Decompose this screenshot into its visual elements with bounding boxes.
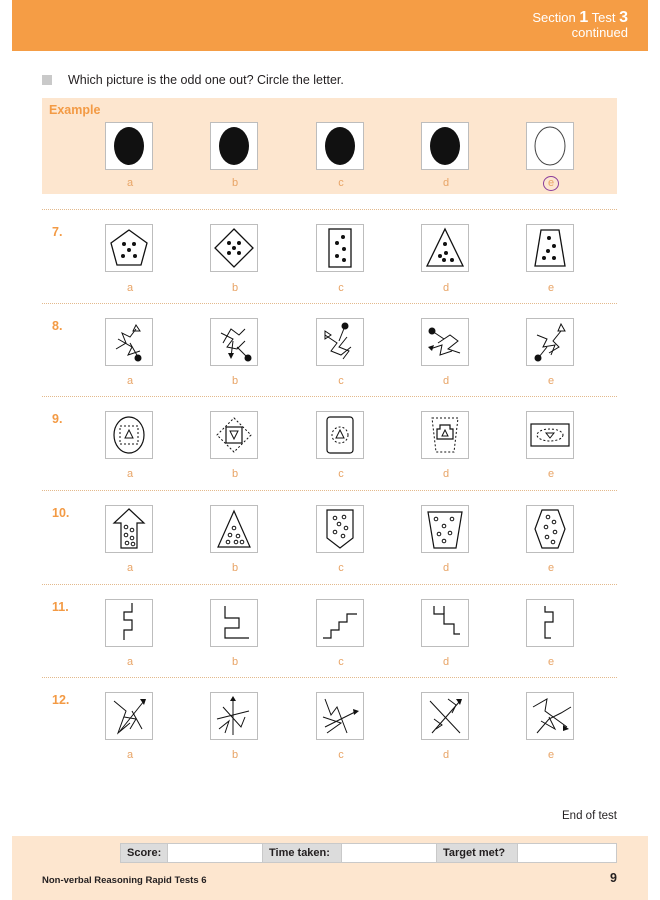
step-line-icon: [211, 600, 257, 646]
q7-option-d[interactable]: [421, 224, 469, 272]
option-letter[interactable]: a: [126, 749, 134, 761]
divider: [42, 396, 617, 397]
instruction: Which picture is the odd one out? Circle the letter.: [42, 73, 344, 87]
step-line-icon: [422, 600, 468, 646]
divider: [42, 303, 617, 304]
trapezium-dots-icon: [527, 225, 573, 271]
arrow-line-pattern-icon: [527, 319, 573, 365]
q11-option-d[interactable]: [421, 599, 469, 647]
divider: [42, 209, 617, 210]
option-letter[interactable]: d: [442, 468, 450, 480]
option-letter[interactable]: e: [547, 282, 555, 294]
triangle-circles-icon: [211, 506, 257, 552]
crossed-arrows-icon: [317, 693, 363, 739]
book-title: Non-verbal Reasoning Rapid Tests 6: [42, 875, 207, 886]
option-letter[interactable]: d: [442, 375, 450, 387]
option-letter[interactable]: c: [338, 749, 344, 761]
divider: [42, 490, 617, 491]
q10-option-d[interactable]: [421, 505, 469, 553]
divider: [42, 677, 617, 678]
option-letter[interactable]: a: [126, 282, 134, 294]
hexagon-circles-icon: [527, 506, 573, 552]
score-table: [120, 843, 617, 863]
example-option-a[interactable]: [105, 122, 153, 170]
question-number: 7.: [52, 225, 63, 239]
step-line-icon: [106, 600, 152, 646]
q12-option-a[interactable]: [105, 692, 153, 740]
nested-shapes-icon: [106, 412, 152, 458]
question-number: 12.: [52, 693, 70, 707]
q10-option-b[interactable]: [210, 505, 258, 553]
arrow-circles-icon: [106, 506, 152, 552]
q7-option-c[interactable]: [316, 224, 364, 272]
rectangle-dots-icon: [317, 225, 363, 271]
option-letter[interactable]: d: [442, 562, 450, 574]
arrow-line-pattern-icon: [106, 319, 152, 365]
black-oval-icon: [422, 123, 468, 169]
q10-option-a[interactable]: [105, 505, 153, 553]
option-letter[interactable]: b: [231, 468, 239, 480]
option-letter[interactable]: b: [231, 749, 239, 761]
bullet-square-icon: [42, 75, 52, 85]
page-number: 9: [610, 871, 617, 885]
trapezium-circles-icon: [422, 506, 468, 552]
q9-option-c[interactable]: [316, 411, 364, 459]
q8-option-b[interactable]: [210, 318, 258, 366]
crossed-arrows-icon: [211, 693, 257, 739]
option-letter[interactable]: a: [126, 656, 134, 668]
q7-option-e[interactable]: [526, 224, 574, 272]
step-line-icon: [317, 600, 363, 646]
nested-shapes-icon: [527, 412, 573, 458]
option-letter[interactable]: c: [338, 282, 344, 294]
option-letter[interactable]: a: [126, 562, 134, 574]
pentagon-dots-icon: [106, 225, 152, 271]
q8-option-e[interactable]: [526, 318, 574, 366]
example-label: Example: [49, 103, 101, 117]
option-letter[interactable]: c: [338, 562, 344, 574]
option-letter[interactable]: e: [547, 656, 555, 668]
nested-shapes-icon: [211, 412, 257, 458]
q12-option-d[interactable]: [421, 692, 469, 740]
q10-option-c[interactable]: [316, 505, 364, 553]
question-number: 11.: [52, 600, 69, 614]
option-letter[interactable]: d: [442, 282, 450, 294]
arrow-line-pattern-icon: [211, 319, 257, 365]
white-oval-icon: [527, 123, 573, 169]
end-of-test-label: End of test: [562, 810, 617, 822]
option-letter[interactable]: b: [231, 656, 239, 668]
divider: [42, 584, 617, 585]
example-option-e[interactable]: [526, 122, 574, 170]
example-option-b[interactable]: [210, 122, 258, 170]
q11-option-c[interactable]: [316, 599, 364, 647]
q9-option-a[interactable]: [105, 411, 153, 459]
option-letter[interactable]: a: [126, 375, 134, 387]
option-letter[interactable]: d: [442, 177, 450, 189]
option-letter[interactable]: b: [231, 282, 239, 294]
option-letter[interactable]: e: [547, 562, 555, 574]
section-heading: Section 1 Test 3 continued: [532, 9, 628, 40]
option-letter[interactable]: c: [338, 177, 344, 189]
q7-option-a[interactable]: [105, 224, 153, 272]
q12-option-b[interactable]: [210, 692, 258, 740]
q8-option-d[interactable]: [421, 318, 469, 366]
q10-option-e[interactable]: [526, 505, 574, 553]
circled-answer-letter[interactable]: e: [543, 176, 559, 191]
q9-option-e[interactable]: [526, 411, 574, 459]
q8-option-a[interactable]: [105, 318, 153, 366]
black-oval-icon: [106, 123, 152, 169]
score-label: Score:: [121, 844, 167, 862]
shield-circles-icon: [317, 506, 363, 552]
example-option-d[interactable]: [421, 122, 469, 170]
target-met-field[interactable]: [517, 844, 616, 862]
q12-option-e[interactable]: [526, 692, 574, 740]
q11-option-a[interactable]: [105, 599, 153, 647]
example-option-c[interactable]: [316, 122, 364, 170]
diamond-dots-icon: [211, 225, 257, 271]
time-taken-label: Time taken:: [263, 844, 341, 862]
crossed-arrows-icon: [106, 693, 152, 739]
option-letter[interactable]: b: [231, 375, 239, 387]
triangle-dots-icon: [422, 225, 468, 271]
header-bar: [12, 0, 648, 51]
nested-shapes-icon: [317, 412, 363, 458]
option-letter[interactable]: e: [547, 749, 555, 761]
option-letter[interactable]: b: [231, 177, 239, 189]
option-letter[interactable]: d: [442, 749, 450, 761]
q9-option-b[interactable]: [210, 411, 258, 459]
score-field[interactable]: [167, 844, 263, 862]
step-line-icon: [527, 600, 573, 646]
option-letter[interactable]: c: [338, 375, 344, 387]
option-letter[interactable]: e: [547, 468, 555, 480]
nested-shapes-icon: [422, 412, 468, 458]
crossed-arrows-icon: [527, 693, 573, 739]
option-letter[interactable]: a: [126, 177, 134, 189]
arrow-line-pattern-icon: [317, 319, 363, 365]
q8-option-c[interactable]: [316, 318, 364, 366]
option-letter[interactable]: c: [338, 656, 344, 668]
crossed-arrows-icon: [422, 693, 468, 739]
option-letter[interactable]: e: [547, 375, 555, 387]
question-number: 8.: [52, 319, 63, 333]
option-letter[interactable]: c: [338, 468, 344, 480]
arrow-line-pattern-icon: [422, 319, 468, 365]
question-number: 9.: [52, 412, 63, 426]
target-met-label: Target met?: [437, 844, 517, 862]
q7-option-b[interactable]: [210, 224, 258, 272]
option-letter[interactable]: a: [126, 468, 134, 480]
question-number: 10.: [52, 506, 70, 520]
q9-option-d[interactable]: [421, 411, 469, 459]
option-letter[interactable]: b: [231, 562, 239, 574]
option-letter[interactable]: d: [442, 656, 450, 668]
q11-option-e[interactable]: [526, 599, 574, 647]
black-oval-icon: [317, 123, 363, 169]
q12-option-c[interactable]: [316, 692, 364, 740]
black-oval-icon: [211, 123, 257, 169]
q11-option-b[interactable]: [210, 599, 258, 647]
time-taken-field[interactable]: [341, 844, 437, 862]
